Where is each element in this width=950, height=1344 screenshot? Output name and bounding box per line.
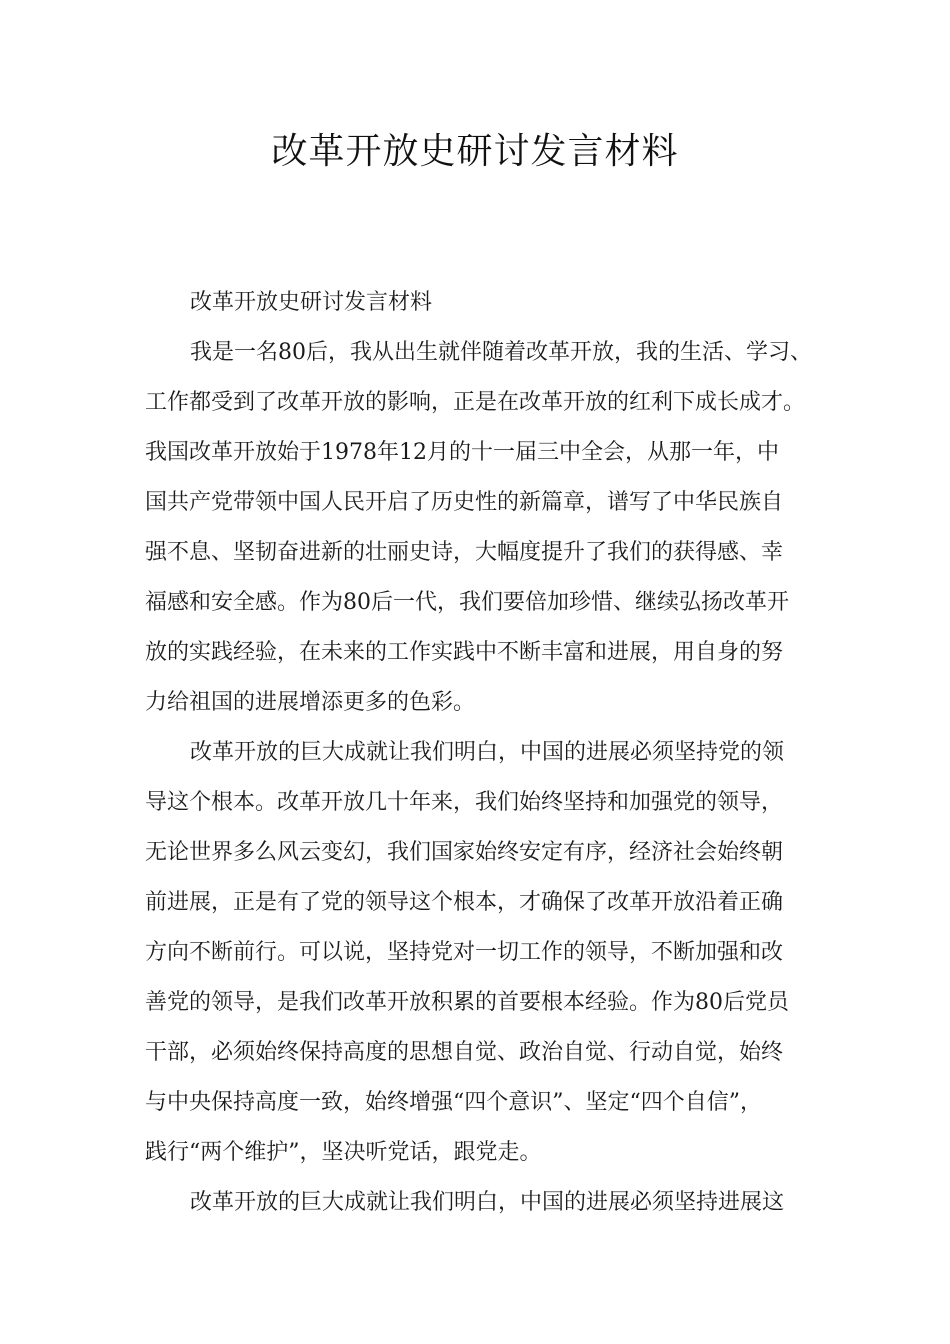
text-line: 无论世界多么风云变幻，我们国家始终安定有序，经济社会始终朝 bbox=[145, 840, 784, 865]
text-line: 福感和安全感。作为80后一代，我们要倍加珍惜、继续弘扬改革开 bbox=[145, 590, 789, 615]
text-line: 强不息、坚韧奋进新的壮丽史诗，大幅度提升了我们的获得感、幸 bbox=[145, 540, 784, 565]
text-line: 国共产党带领中国人民开启了历史性的新篇章，谱写了中华民族自 bbox=[145, 490, 784, 515]
text-line: 干部，必须始终保持高度的思想自觉、政治自觉、行动自觉，始终 bbox=[145, 1040, 784, 1065]
text-line: 放的实践经验，在未来的工作实践中不断丰富和进展，用自身的努 bbox=[145, 640, 784, 665]
text-line: 工作都受到了改革开放的影响，正是在改革开放的红利下成长成才。 bbox=[145, 390, 806, 415]
text-line: 与中央保持高度一致，始终增强“四个意识”、坚定“四个自信”， bbox=[145, 1090, 762, 1115]
text-line: 导这个根本。改革开放几十年来，我们始终坚持和加强党的领导， bbox=[145, 790, 784, 815]
text-line: 善党的领导，是我们改革开放积累的首要根本经验。作为80后党员 bbox=[145, 990, 789, 1015]
text-line: 践行“两个维护”，坚决听党话，跟党走。 bbox=[145, 1140, 542, 1165]
text-line: 力给祖国的进展增添更多的色彩。 bbox=[145, 690, 476, 715]
text-line: 前进展，正是有了党的领导这个根本，才确保了改革开放沿着正确 bbox=[145, 890, 784, 915]
text-line: 我是一名80后，我从出生就伴随着改革开放，我的生活、学习、 bbox=[190, 340, 812, 365]
text-line: 方向不断前行。可以说，坚持党对一切工作的领导，不断加强和改 bbox=[145, 940, 784, 965]
text-line: 我国改革开放始于1978年12月的十一届三中全会，从那一年，中 bbox=[145, 440, 779, 465]
text-line: 改革开放的巨大成就让我们明白，中国的进展必须坚持进展这 bbox=[190, 1190, 785, 1215]
text-line: 改革开放史研讨发言材料 bbox=[190, 290, 433, 315]
document-title: 改革开放史研讨发言材料 bbox=[271, 131, 679, 172]
text-line: 改革开放的巨大成就让我们明白，中国的进展必须坚持党的领 bbox=[190, 740, 785, 765]
